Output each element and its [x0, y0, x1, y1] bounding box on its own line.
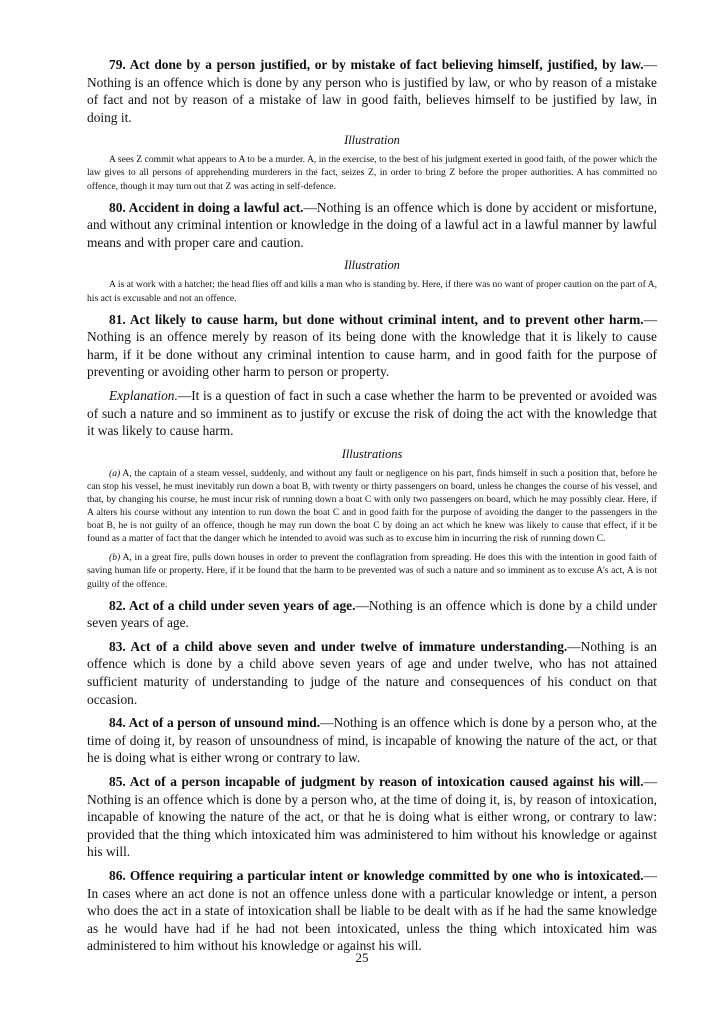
section-81-illustrations-title: Illustrations	[341, 446, 403, 461]
section-81-illustration-a	[87, 467, 657, 546]
section-79	[87, 56, 657, 126]
section-84-heading: 84. Act of a person of unsound mind.	[109, 715, 321, 731]
section-79-body: —Nothing is an offence which is done by any person who is justified by law, or who by reason of a mistake of fact and not by reason of a mistake of law in good faith, believes himself to be justified by law, in doing it.	[87, 57, 657, 125]
section-81-body: —Nothing is an offence merely by reason of its being done with the knowledge that it is likely to cause harm, if it be done without any criminal intention to cause harm, and in good faith for the purpose of preventing or avoiding other harm to person or property.	[87, 311, 657, 380]
illustration-b-marker: (b)	[109, 552, 121, 564]
section-84	[87, 714, 657, 767]
section-79-illustration-title: Illustration	[344, 133, 400, 148]
section-80-body: —Nothing is an offence which is done by accident or misfortune, and without any criminal intention or knowledge in the doing of a lawful act in a lawful manner by lawful means and with proper care and caution.	[87, 199, 657, 250]
section-84-body: —Nothing is an offence which is done by a person who, at the time of doing it, by reason of unsoundness of mind, is incapable of knowing the nature of the act, or that he is doing what is either wrong or contrary to law.	[87, 715, 657, 766]
section-85-heading: 85. Act of a person incapable of judgment by reason of intoxication caused against his will.	[109, 773, 644, 789]
section-86	[87, 867, 657, 955]
page-number: 25	[355, 950, 369, 965]
section-79-heading: 79. Act done by a person justified, or by mistake of fact believing himself, justified, by law.	[109, 57, 644, 72]
section-81	[87, 311, 657, 381]
section-79-illustration: A sees Z commit what appears to A to be a murder. A, in the exercise, to the best of his judgment exerted in good faith, of the power which the law gives to all persons of apprehending murderers in the fact, seizes Z, in order to bring Z before the proper authorities. A has committed no offence, though it may turn out that Z was acting in self-defence.	[87, 154, 657, 192]
section-85	[87, 773, 657, 861]
section-80-illustration: A is at work with a hatchet; the head flies off and kills a man who is standing by. Here, if there was no want of proper caution on the part of A, his act is excusable and not an offence.	[87, 279, 657, 304]
illustration-a-text: A, the captain of a steam vessel, suddenly, and without any fault or negligence on his part, finds himself in such a position that, before he can stop his vessel, he must inevitably run down a boat B, with twenty or thirty passengers on board, unless he changes the course of his vessel, and that, by changing his course, he must incur risk of running down a boat C with only two passengers on board, which he may possibly clear. Here, if A alters his course without any intention to run down the boat C and in good faith for the purpose of avoiding the danger to the passengers in the boat B, he is not guilty of an offence, though he may run down the boat C by doing an act which he knew was likely to cause that effect, if it be found as a matter of fact that the danger which he intended to avoid was such as to excuse him in incurring the risk of running down C.	[87, 467, 657, 545]
section-82	[87, 597, 657, 632]
section-86-heading: 86. Offence requiring a particular intent or knowledge committed by one who is intoxicated.	[109, 867, 644, 883]
section-81-heading: 81. Act likely to cause harm, but done without criminal intent, and to prevent other harm.	[109, 311, 644, 327]
section-81-explanation	[87, 387, 657, 440]
section-85-body: —Nothing is an offence which is done by a person who, at the time of doing it, is, by reason of intoxication, incapable of knowing the nature of the act, or that he is doing what is either wrong, or contrary to law: provided that the thing which intoxicated him was administered to him without his knowledge or against his will.	[87, 773, 657, 860]
section-83	[87, 638, 657, 708]
section-86-body: —In cases where an act done is not an offence unless done with a particular knowledge or intent, a person who does the act in a state of intoxication shall be liable to be dealt with as if he had the same knowledge as he would have had if he had not been intoxicated, unless the thing which intoxicated him was administered to him without his knowledge or against his will.	[87, 867, 657, 954]
illustration-b-text: A, in a great fire, pulls down houses in order to prevent the conflagration from spreading. He does this with the intention in good faith of saving human life or property. Here, if it be found that the harm to be prevented was of such a nature and so imminent as to excuse A's act, A is not guilty of the offence.	[87, 552, 657, 590]
document-page	[87, 56, 657, 961]
section-83-heading: 83. Act of a child above seven and under twelve of immature understanding.	[109, 638, 568, 654]
section-80	[87, 199, 657, 252]
section-80-heading: 80. Accident in doing a lawful act.	[109, 199, 304, 215]
explanation-label: Explanation.	[109, 388, 178, 403]
section-82-body: —Nothing is an offence which is done by a child under seven years of age.	[87, 597, 657, 631]
section-80-illustration-title: Illustration	[344, 258, 400, 273]
section-81-illustration-b	[87, 551, 657, 590]
section-82-heading: 82. Act of a child under seven years of age.	[109, 597, 356, 613]
illustration-a-marker: (a)	[109, 467, 121, 479]
section-83-body: —Nothing is an offence which is done by a child above seven years of age and under twelve, who has not attained sufficient maturity of understanding to judge of the nature and consequences of his conduct on that occasion.	[87, 638, 657, 707]
explanation-body: —It is a question of fact in such a case whether the harm to be prevented or avoided was of such a nature and so imminent as to justify or excuse the risk of doing the act with the knowledge that it was likely to cause harm.	[87, 388, 657, 439]
